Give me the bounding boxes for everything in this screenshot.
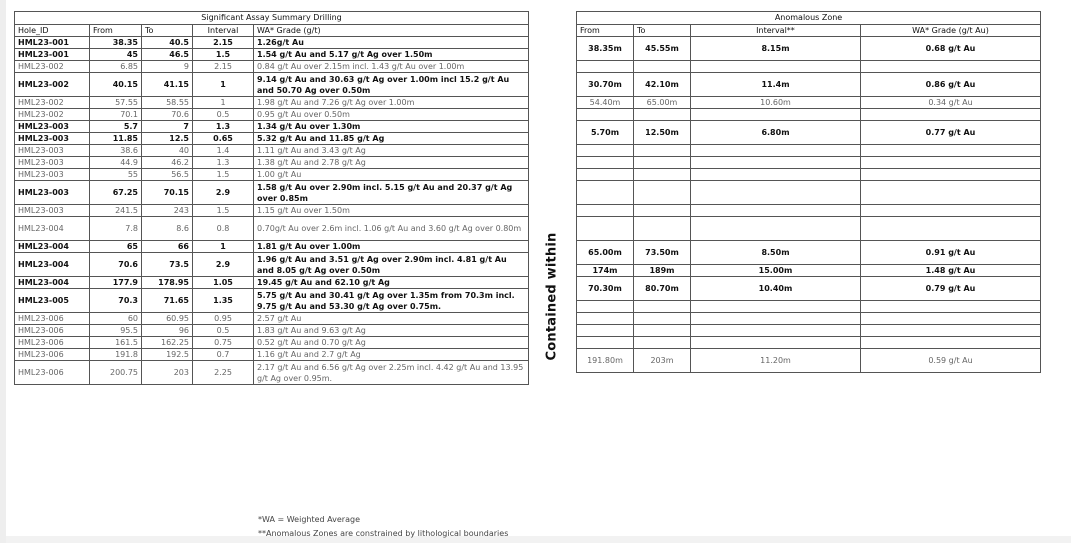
table-row: [15, 181, 529, 205]
interval-cell: 1.3: [193, 121, 254, 133]
zone-row: [577, 265, 1041, 277]
table-row: [15, 37, 529, 49]
grade-cell: 19.45 g/t Au and 62.10 g/t Ag: [254, 277, 529, 289]
table-title-row: [577, 12, 1041, 25]
footnote-anomalous-zones: **Anomalous Zones are constrained by lithological boundaries: [258, 529, 509, 538]
grade-cell: 1.54 g/t Au and 5.17 g/t Ag over 1.50m: [254, 49, 529, 61]
grade-cell: 1.83 g/t Au and 9.63 g/t Ag: [254, 325, 529, 337]
zone-grade: 0.91 g/t Au: [861, 241, 1041, 265]
interval-cell: 1.35: [193, 289, 254, 313]
to-cell: 192.5: [142, 349, 193, 361]
zone-interval: 6.80m: [691, 121, 861, 145]
grade-cell: 0.52 g/t Au and 0.70 g/t Ag: [254, 337, 529, 349]
hole-id-cell: HML23-002: [15, 73, 90, 97]
interval-cell: 1.4: [193, 145, 254, 157]
to-cell: 73.5: [142, 253, 193, 277]
grade-cell: 1.11 g/t Au and 3.43 g/t Ag: [254, 145, 529, 157]
interval-cell: 1.5: [193, 205, 254, 217]
zone-grade: 0.68 g/t Au: [861, 37, 1041, 61]
hole-id-cell: HML23-003: [15, 145, 90, 157]
from-cell: 38.35: [90, 37, 142, 49]
from-cell: 6.85: [90, 61, 142, 73]
interval-cell: 0.8: [193, 217, 254, 241]
zone-grade: 0.79 g/t Au: [861, 277, 1041, 301]
hole-id-cell: HML23-003: [15, 133, 90, 145]
to-cell: 40.5: [142, 37, 193, 49]
zone-to: 65.00m: [634, 97, 691, 109]
to-cell: 66: [142, 241, 193, 253]
grade-cell: 9.14 g/t Au and 30.63 g/t Ag over 1.00m incl 15.2 g/t Au and 50.70 Ag over 0.50m: [254, 73, 529, 97]
zone-row: [577, 73, 1041, 97]
hole-id-cell: HML23-002: [15, 97, 90, 109]
interval-cell: 1: [193, 97, 254, 109]
from-cell: 65: [90, 241, 142, 253]
interval-cell: 2.9: [193, 253, 254, 277]
hole-id-cell: HML23-003: [15, 121, 90, 133]
table-row: [15, 349, 529, 361]
grade-cell: 2.57 g/t Au: [254, 313, 529, 325]
grade-cell: 0.70g/t Au over 2.6m incl. 1.06 g/t Au and 3.60 g/t Ag over 0.80m: [254, 217, 529, 241]
table-row: [15, 169, 529, 181]
zone-interval: 11.4m: [691, 73, 861, 97]
zone-grade: 1.48 g/t Au: [861, 265, 1041, 277]
interval-cell: 1.3: [193, 157, 254, 169]
anomalous-zone-body: [577, 12, 1041, 373]
interval-cell: 0.65: [193, 133, 254, 145]
hole-id-cell: HML23-006: [15, 313, 90, 325]
from-cell: 70.3: [90, 289, 142, 313]
from-cell: 7.8: [90, 217, 142, 241]
from-cell: 70.1: [90, 109, 142, 121]
page-frame-left: [0, 0, 6, 543]
to-cell: 46.2: [142, 157, 193, 169]
table-row: [15, 97, 529, 109]
from-cell: 5.7: [90, 121, 142, 133]
zone-grade: 0.59 g/t Au: [861, 349, 1041, 373]
zone-to: 73.50m: [634, 241, 691, 265]
interval-cell: 1: [193, 73, 254, 97]
interval-cell: 2.9: [193, 181, 254, 205]
grade-cell: 5.32 g/t Au and 11.85 g/t Ag: [254, 133, 529, 145]
to-cell: 71.65: [142, 289, 193, 313]
significant-assay-table: [14, 11, 529, 385]
interval-cell: 0.5: [193, 109, 254, 121]
empty-row: [577, 301, 1041, 313]
grade-cell: 1.81 g/t Au over 1.00m: [254, 241, 529, 253]
empty-row: [577, 109, 1041, 121]
zone-row: [577, 349, 1041, 373]
to-cell: 162.25: [142, 337, 193, 349]
zone-to: 189m: [634, 265, 691, 277]
header-wa-grade: WA* Grade (g/t Au): [861, 25, 1041, 37]
grade-cell: 1.26g/t Au: [254, 37, 529, 49]
to-cell: 8.6: [142, 217, 193, 241]
grade-cell: 1.15 g/t Au over 1.50m: [254, 205, 529, 217]
to-cell: 56.5: [142, 169, 193, 181]
from-cell: 200.75: [90, 361, 142, 385]
table-row: [15, 313, 529, 325]
interval-cell: 2.15: [193, 37, 254, 49]
zone-interval: 10.40m: [691, 277, 861, 301]
grade-cell: 1.34 g/t Au over 1.30m: [254, 121, 529, 133]
grade-cell: 1.00 g/t Au: [254, 169, 529, 181]
grade-cell: 1.58 g/t Au over 2.90m incl. 5.15 g/t Au and 20.37 g/t Ag over 0.85m: [254, 181, 529, 205]
table-row: [15, 325, 529, 337]
to-cell: 96: [142, 325, 193, 337]
header-wa-grade: WA* Grade (g/t): [254, 25, 529, 37]
empty-row: [577, 61, 1041, 73]
grade-cell: 0.84 g/t Au over 2.15m incl. 1.43 g/t Au over 1.00m: [254, 61, 529, 73]
interval-cell: 2.15: [193, 61, 254, 73]
contained-within-text: Contained within: [544, 232, 560, 361]
zone-grade: 0.34 g/t Au: [861, 97, 1041, 109]
anomalous-zone-table: [576, 11, 1041, 373]
interval-cell: 0.75: [193, 337, 254, 349]
zone-to: 80.70m: [634, 277, 691, 301]
table-row: [15, 277, 529, 289]
from-cell: 55: [90, 169, 142, 181]
empty-row: [577, 145, 1041, 157]
to-cell: 203: [142, 361, 193, 385]
table-row: [15, 109, 529, 121]
hole-id-cell: HML23-001: [15, 49, 90, 61]
to-cell: 9: [142, 61, 193, 73]
zone-to: 42.10m: [634, 73, 691, 97]
from-cell: 45: [90, 49, 142, 61]
zone-grade: 0.86 g/t Au: [861, 73, 1041, 97]
table-row: [15, 145, 529, 157]
from-cell: 11.85: [90, 133, 142, 145]
interval-cell: 2.25: [193, 361, 254, 385]
table-row: [15, 217, 529, 241]
zone-from: 174m: [577, 265, 634, 277]
zone-from: 191.80m: [577, 349, 634, 373]
from-cell: 38.6: [90, 145, 142, 157]
table-row: [15, 241, 529, 253]
header-from: From: [90, 25, 142, 37]
from-cell: 95.5: [90, 325, 142, 337]
to-cell: 12.5: [142, 133, 193, 145]
hole-id-cell: HML23-004: [15, 241, 90, 253]
interval-cell: 1.5: [193, 49, 254, 61]
grade-cell: 1.98 g/t Au and 7.26 g/t Ag over 1.00m: [254, 97, 529, 109]
header-from: From: [577, 25, 634, 37]
hole-id-cell: HML23-005: [15, 289, 90, 313]
contained-within-label: [527, 70, 576, 523]
to-cell: 46.5: [142, 49, 193, 61]
zone-interval: 10.60m: [691, 97, 861, 109]
zone-from: 65.00m: [577, 241, 634, 265]
hole-id-cell: HML23-003: [15, 157, 90, 169]
significant-assay-body: [15, 12, 529, 385]
empty-row: [577, 337, 1041, 349]
to-cell: 58.55: [142, 97, 193, 109]
header-interval: Interval: [193, 25, 254, 37]
to-cell: 60.95: [142, 313, 193, 325]
page-frame-bottom: [6, 536, 1071, 543]
table-row: [15, 133, 529, 145]
zone-from: 30.70m: [577, 73, 634, 97]
from-cell: 241.5: [90, 205, 142, 217]
hole-id-cell: HML23-001: [15, 37, 90, 49]
hole-id-cell: HML23-004: [15, 253, 90, 277]
empty-row: [577, 181, 1041, 205]
footnotes: [258, 513, 508, 541]
zone-row: [577, 97, 1041, 109]
to-cell: 70.15: [142, 181, 193, 205]
from-cell: 177.9: [90, 277, 142, 289]
table-row: [15, 253, 529, 277]
zone-to: 203m: [634, 349, 691, 373]
to-cell: 178.95: [142, 277, 193, 289]
grade-cell: 1.38 g/t Au and 2.78 g/t Ag: [254, 157, 529, 169]
from-cell: 67.25: [90, 181, 142, 205]
table-title-row: [15, 12, 529, 25]
from-cell: 44.9: [90, 157, 142, 169]
table-row: [15, 73, 529, 97]
zone-to: 12.50m: [634, 121, 691, 145]
empty-row: [577, 325, 1041, 337]
to-cell: 70.6: [142, 109, 193, 121]
empty-row: [577, 205, 1041, 217]
hole-id-cell: HML23-003: [15, 181, 90, 205]
from-cell: 70.6: [90, 253, 142, 277]
from-cell: 57.55: [90, 97, 142, 109]
table-row: [15, 289, 529, 313]
hole-id-cell: HML23-006: [15, 361, 90, 385]
hole-id-cell: HML23-006: [15, 325, 90, 337]
to-cell: 7: [142, 121, 193, 133]
zone-from: 5.70m: [577, 121, 634, 145]
header-interval: Interval**: [691, 25, 861, 37]
table-row: [15, 61, 529, 73]
table-row: [15, 157, 529, 169]
to-cell: 243: [142, 205, 193, 217]
grade-cell: 5.75 g/t Au and 30.41 g/t Ag over 1.35m from 70.3m incl. 9.75 g/t Au and 53.30 g/t Ag over 0.75m.: [254, 289, 529, 313]
anomalous-zone-title: Anomalous Zone: [577, 12, 1041, 25]
interval-cell: 1.5: [193, 169, 254, 181]
from-cell: 40.15: [90, 73, 142, 97]
interval-cell: 0.5: [193, 325, 254, 337]
hole-id-cell: HML23-003: [15, 205, 90, 217]
table-header-row: [577, 25, 1041, 37]
empty-row: [577, 217, 1041, 241]
hole-id-cell: HML23-004: [15, 217, 90, 241]
table-row: [15, 49, 529, 61]
grade-cell: 1.16 g/t Au and 2.7 g/t Ag: [254, 349, 529, 361]
zone-row: [577, 277, 1041, 301]
hole-id-cell: HML23-002: [15, 61, 90, 73]
interval-cell: 1.05: [193, 277, 254, 289]
table-row: [15, 121, 529, 133]
from-cell: 161.5: [90, 337, 142, 349]
zone-grade: 0.77 g/t Au: [861, 121, 1041, 145]
hole-id-cell: HML23-002: [15, 109, 90, 121]
header-hole-id: Hole_ID: [15, 25, 90, 37]
grade-cell: 2.17 g/t Au and 6.56 g/t Ag over 2.25m incl. 4.42 g/t Au and 13.95 g/t Ag over 0.95m.: [254, 361, 529, 385]
significant-assay-title: Significant Assay Summary Drilling: [15, 12, 529, 25]
zone-interval: 8.50m: [691, 241, 861, 265]
hole-id-cell: HML23-006: [15, 337, 90, 349]
grade-cell: 1.96 g/t Au and 3.51 g/t Ag over 2.90m incl. 4.81 g/t Au and 8.05 g/t Ag over 0.50m: [254, 253, 529, 277]
grade-cell: 0.95 g/t Au over 0.50m: [254, 109, 529, 121]
table-row: [15, 337, 529, 349]
zone-to: 45.55m: [634, 37, 691, 61]
footnote-weighted-average: *WA = Weighted Average: [258, 515, 360, 524]
zone-from: 54.40m: [577, 97, 634, 109]
from-cell: 60: [90, 313, 142, 325]
empty-row: [577, 313, 1041, 325]
interval-cell: 1: [193, 241, 254, 253]
from-cell: 191.8: [90, 349, 142, 361]
empty-row: [577, 157, 1041, 169]
header-to: To: [634, 25, 691, 37]
to-cell: 41.15: [142, 73, 193, 97]
table-header-row: [15, 25, 529, 37]
zone-from: 38.35m: [577, 37, 634, 61]
empty-row: [577, 169, 1041, 181]
zone-interval: 11.20m: [691, 349, 861, 373]
hole-id-cell: HML23-003: [15, 169, 90, 181]
interval-cell: 0.7: [193, 349, 254, 361]
header-to: To: [142, 25, 193, 37]
interval-cell: 0.95: [193, 313, 254, 325]
hole-id-cell: HML23-006: [15, 349, 90, 361]
zone-from: 70.30m: [577, 277, 634, 301]
hole-id-cell: HML23-004: [15, 277, 90, 289]
zone-interval: 15.00m: [691, 265, 861, 277]
to-cell: 40: [142, 145, 193, 157]
zone-interval: 8.15m: [691, 37, 861, 61]
table-row: [15, 361, 529, 385]
table-row: [15, 205, 529, 217]
